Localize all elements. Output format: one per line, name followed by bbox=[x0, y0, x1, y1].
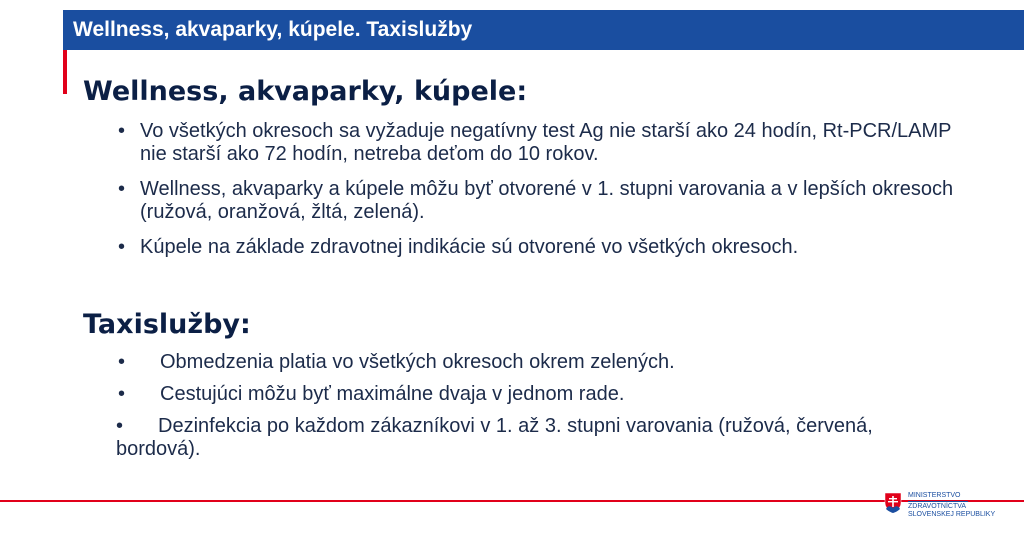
bullet-icon: • bbox=[118, 383, 126, 405]
ministry-logo bbox=[884, 492, 1014, 528]
list-item bbox=[116, 415, 918, 461]
logo-text-line: ZDRAVOTNÍCTVA bbox=[908, 503, 967, 510]
list-item bbox=[118, 383, 918, 406]
slovak-coat-of-arms-icon bbox=[884, 492, 902, 514]
list-item-text: Obmedzenia platia vo všetkých okresoch okrem zelených. bbox=[160, 351, 675, 373]
logo-text-line: MINISTERSTVO bbox=[908, 492, 968, 502]
list-item bbox=[118, 120, 958, 166]
list-item bbox=[118, 236, 958, 259]
slide-title: Wellness, akvaparky, kúpele. Taxislužby bbox=[73, 18, 473, 41]
list-item-text: Wellness, akvaparky a kúpele môžu byť otvorené v 1. stupni varovania a v lepších okresoch (ružová, oranžová, žltá, zelená). bbox=[140, 178, 954, 223]
wellness-list bbox=[118, 120, 958, 271]
section-heading-taxi: Taxislužby: bbox=[83, 309, 251, 340]
list-item-text: Kúpele na základe zdravotnej indikácie sú otvorené vo všetkých okresoch. bbox=[140, 236, 799, 258]
logo-text-line: SLOVENSKEJ REPUBLIKY bbox=[908, 511, 996, 518]
section-heading-wellness: Wellness, akvaparky, kúpele: bbox=[83, 76, 528, 107]
list-item bbox=[118, 178, 958, 224]
list-item bbox=[118, 351, 918, 374]
bullet-icon: • bbox=[118, 351, 126, 373]
taxi-list bbox=[118, 351, 918, 470]
list-item-text: Vo všetkých okresoch sa vyžaduje negatívny test Ag nie starší ako 24 hodín, Rt-PCR/LAMP nie starší ako 72 hodín, netreba deťom do 10 rokov. bbox=[140, 120, 952, 165]
bullet-icon: • bbox=[116, 415, 124, 437]
bullet-icon: • bbox=[118, 236, 126, 258]
bullet-icon: • bbox=[118, 178, 126, 200]
list-item-text: Dezinfekcia po každom zákazníkovi v 1. až 3. stupni varovania (ružová, červená, bordová). bbox=[116, 415, 873, 460]
header-bar bbox=[63, 10, 1024, 50]
list-item-text: Cestujúci môžu byť maximálne dvaja v jednom rade. bbox=[160, 383, 625, 405]
red-accent-bar bbox=[63, 50, 67, 94]
bullet-icon: • bbox=[118, 120, 126, 142]
footer-divider bbox=[0, 500, 1024, 502]
